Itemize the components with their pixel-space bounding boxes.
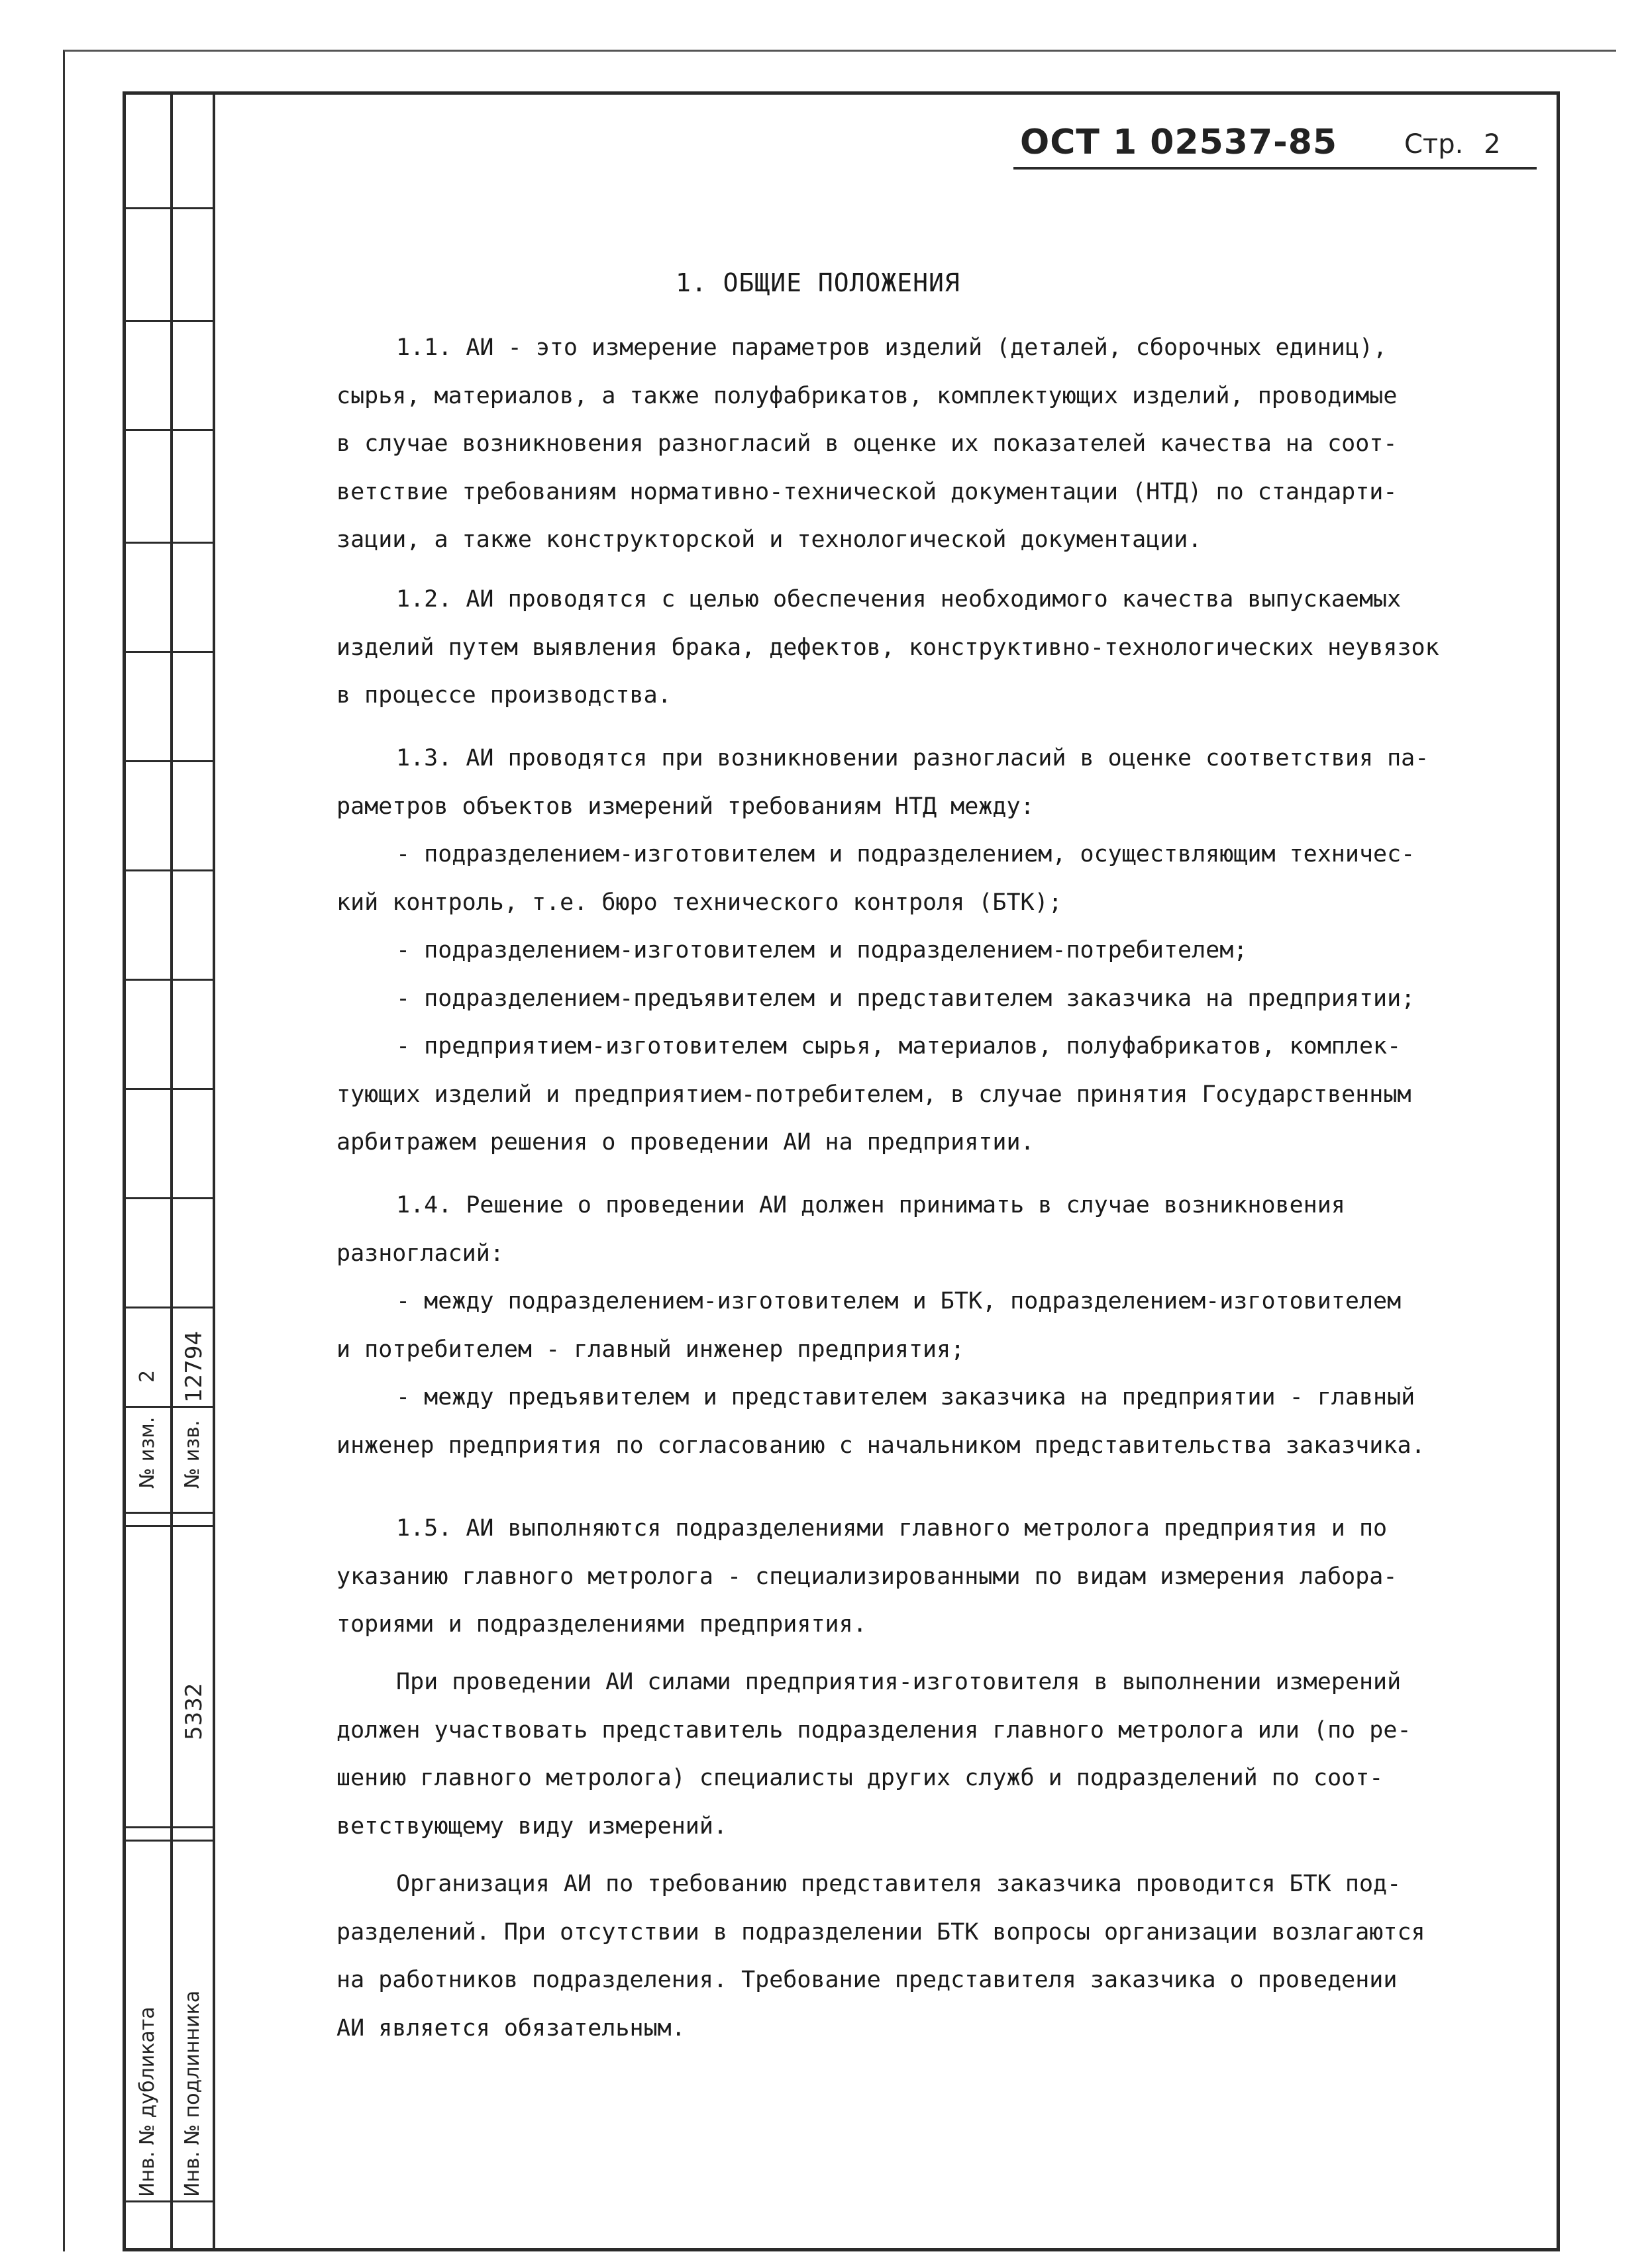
text-line: 1.2. АИ проводятся с целью обеспечения необходимого качества выпускаемых	[396, 586, 1402, 613]
text-line: - предприятием-изготовителем сырья, материалов, полуфабрикатов, комплек-	[396, 1033, 1402, 1060]
text-line: разногласий:	[336, 1240, 504, 1267]
duplicate-inventory-label: Инв. № дубликата	[136, 2006, 159, 2197]
margin-rule	[123, 1525, 215, 1527]
text-line: ветствие требованиям нормативно-технической документации (НТД) по стандарти-	[336, 479, 1398, 505]
text-line: При проведении АИ силами предприятия-изготовителя в выполнении измерений	[396, 1669, 1402, 1695]
margin-rule	[123, 1307, 215, 1308]
text-line: кий контроль, т.е. бюро технического контроля (БТК);	[336, 889, 1062, 916]
margin-rule	[123, 869, 215, 871]
page-label: Стр.	[1404, 129, 1464, 160]
text-line: ветствующему виду измерений.	[336, 1813, 728, 1840]
text-line: - подразделением-предъявителем и представителем заказчика на предприятии;	[396, 985, 1415, 1012]
text-line: зации, а также конструкторской и технологической документации.	[336, 526, 1202, 553]
izv-value: 12794	[181, 1330, 207, 1403]
text-line: в случае возникновения разногласий в оценке их показателей качества на соот-	[336, 430, 1398, 457]
text-line: на работников подразделения. Требование представителя заказчика о проведении	[336, 1967, 1398, 1993]
izm-value: 2	[136, 1369, 159, 1383]
text-line: Организация АИ по требованию представителя заказчика проводится БТК под-	[396, 1871, 1402, 1897]
margin-rule	[123, 1088, 215, 1090]
document-code: ОСТ 1 02537-85	[1020, 123, 1338, 162]
margin-rule	[123, 429, 215, 431]
text-line: АИ является обязательным.	[336, 2015, 686, 2042]
margin-rule	[123, 1512, 215, 1514]
text-line: шению главного метролога) специалисты других служб и подразделений по соот-	[336, 1765, 1384, 1791]
margin-rule	[123, 1406, 215, 1408]
text-line: инженер предприятия по согласованию с начальником представительства заказчика.	[336, 1432, 1425, 1459]
original-inventory-label: Инв. № подлинника	[181, 1990, 204, 2197]
margin-rule	[123, 207, 215, 209]
original-inventory-value: 5332	[181, 1683, 207, 1740]
text-line: - между подразделением-изготовителем и БТК, подразделением-изготовителем	[396, 1288, 1402, 1314]
margin-rule	[123, 1840, 215, 1842]
margin-rule	[123, 2200, 215, 2202]
text-line: изделий путем выявления брака, дефектов, конструктивно-технологических неувязок	[336, 634, 1439, 661]
text-line: должен участвовать представитель подразделения главного метролога или (по ре-	[336, 1717, 1411, 1744]
text-line: 1.4. Решение о проведении АИ должен принимать в случае возникновения	[396, 1192, 1345, 1218]
text-line: 1.3. АИ проводятся при возникновении разногласий в оценке соответствия па-	[396, 745, 1429, 771]
margin-stamp-column	[123, 91, 215, 2251]
margin-rule	[123, 1826, 215, 1828]
text-line: - подразделением-изготовителем и подразделением, осуществляющим техничес-	[396, 841, 1415, 867]
page-number: 2	[1484, 129, 1501, 160]
margin-rule	[123, 760, 215, 762]
izm-label: № изм.	[136, 1416, 159, 1489]
text-line: - подразделением-изготовителем и подразделением-потребителем;	[396, 937, 1248, 963]
text-line: указанию главного метролога - специализированными по видам измерения лабора-	[336, 1563, 1398, 1590]
text-line: разделений. При отсутствии в подразделении БТК вопросы организации возлагаются	[336, 1919, 1425, 1946]
margin-rule	[123, 651, 215, 653]
text-line: тующих изделий и предприятием-потребителем, в случае принятия Государственным	[336, 1081, 1411, 1108]
text-line: и потребителем - главный инженер предприятия;	[336, 1336, 965, 1363]
text-line: в процессе производства.	[336, 682, 672, 709]
margin-rule	[123, 542, 215, 544]
margin-rule	[123, 320, 215, 322]
text-line: раметров объектов измерений требованиям НТД между:	[336, 793, 1035, 820]
margin-divider	[213, 91, 215, 2251]
margin-rule	[123, 979, 215, 981]
margin-rule	[123, 1197, 215, 1199]
text-line: сырья, материалов, а также полуфабрикатов, комплектующих изделий, проводимые	[336, 383, 1398, 409]
margin-divider	[170, 91, 173, 2251]
izv-label: № изв.	[181, 1420, 204, 1489]
section-title: 1. ОБЩИЕ ПОЛОЖЕНИЯ	[676, 268, 960, 297]
text-line: 1.1. АИ - это измерение параметров изделий (деталей, сборочных единиц),	[396, 334, 1388, 361]
header-rule	[1013, 167, 1537, 170]
page-indicator	[1404, 129, 1501, 160]
text-line: 1.5. АИ выполняются подразделениями главного метролога предприятия и по	[396, 1515, 1388, 1542]
text-line: арбитражем решения о проведении АИ на предприятии.	[336, 1129, 1035, 1156]
text-line: ториями и подразделениями предприятия.	[336, 1611, 867, 1638]
text-line: - между предъявителем и представителем заказчика на предприятии - главный	[396, 1384, 1415, 1410]
